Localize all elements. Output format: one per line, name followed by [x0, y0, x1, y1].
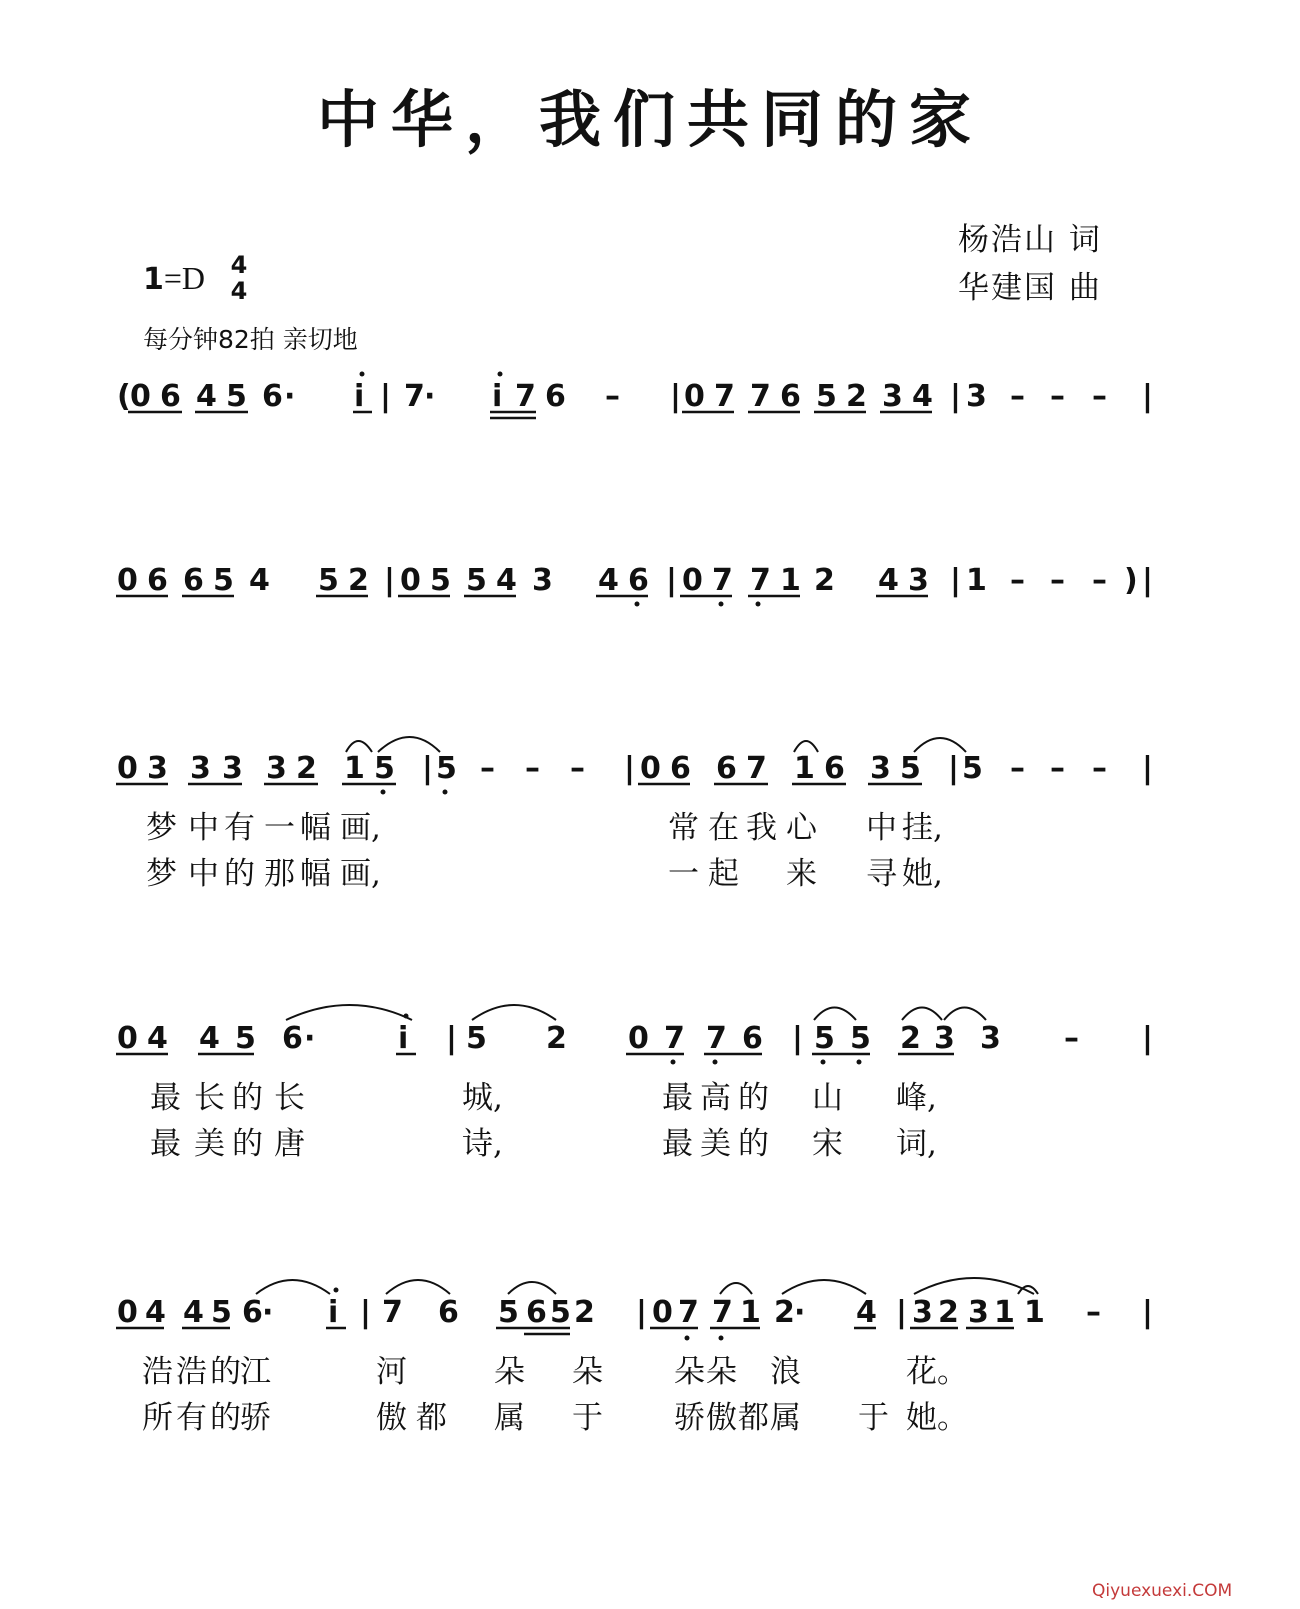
time-signature-denominator: 4: [230, 277, 248, 305]
note: 7: [750, 563, 771, 598]
underlines: [128, 412, 932, 418]
note: 6: [670, 751, 691, 786]
dash: –: [480, 751, 495, 786]
lyric: 的: [210, 1400, 241, 1436]
augmentation-dot: ·: [304, 1021, 316, 1056]
low-octave-dots: [635, 602, 761, 607]
lyric: 骄: [674, 1400, 705, 1436]
note: 6: [282, 1021, 303, 1056]
dash: –: [605, 379, 620, 414]
barline: |: [670, 379, 681, 414]
lyric: 长: [274, 1080, 305, 1116]
dash: –: [1064, 1021, 1079, 1056]
note: 7: [714, 379, 735, 414]
lyric: 浪: [770, 1354, 801, 1390]
dash: –: [1010, 751, 1025, 786]
staff-row-3: [116, 737, 1153, 892]
note: 6: [526, 1295, 547, 1330]
lyric: 词,: [896, 1126, 937, 1162]
lyric: 的: [232, 1126, 263, 1162]
high-octave-dot: [498, 372, 503, 377]
note: 6: [545, 379, 566, 414]
note: 7: [750, 379, 771, 414]
dash: –: [1050, 563, 1065, 598]
lyric: 美: [194, 1126, 225, 1162]
note: 5: [900, 751, 921, 786]
lyric: 最: [150, 1126, 181, 1162]
barline: |: [384, 563, 395, 598]
lyric: 属: [770, 1400, 801, 1436]
note: 2: [900, 1021, 921, 1056]
note: 1: [1024, 1295, 1045, 1330]
dash: –: [525, 751, 540, 786]
note: 1: [780, 563, 801, 598]
lyric: 画,: [340, 810, 381, 846]
note: 4: [912, 379, 933, 414]
lyric: 的: [210, 1354, 241, 1390]
staff-row-1: [117, 372, 1153, 419]
note: 3: [968, 1295, 989, 1330]
barline: |: [666, 563, 677, 598]
barline: |: [636, 1295, 647, 1330]
note: 0: [628, 1021, 649, 1056]
note: i: [328, 1295, 339, 1330]
lyric: 来: [786, 856, 817, 892]
lyric: 朵: [572, 1354, 603, 1390]
note: 1: [966, 563, 987, 598]
note: 0: [640, 751, 661, 786]
note: 3: [882, 379, 903, 414]
barline: |: [1142, 1021, 1153, 1056]
note: 3: [147, 751, 168, 786]
lyric: 诗,: [462, 1126, 503, 1162]
lyric: 的: [738, 1126, 769, 1162]
dash: –: [570, 751, 585, 786]
lyric: 属: [494, 1400, 525, 1436]
note: 1: [344, 751, 365, 786]
augmentation-dot: ·: [424, 379, 436, 414]
dash: –: [1050, 751, 1065, 786]
high-octave-dot: [334, 1288, 339, 1293]
dash: –: [1050, 379, 1065, 414]
note: 5: [430, 563, 451, 598]
note: 0: [400, 563, 421, 598]
note: 4: [183, 1295, 204, 1330]
note: 5: [436, 751, 457, 786]
note: 7: [746, 751, 767, 786]
note: 5: [235, 1021, 256, 1056]
lyric: 幅: [300, 810, 331, 846]
lyric: 美: [700, 1126, 731, 1162]
note: 2: [846, 379, 867, 414]
lyric: 都: [738, 1400, 769, 1436]
staff-row-4: [116, 1005, 1153, 1162]
note: 6: [262, 379, 283, 414]
lyric: 梦: [146, 810, 177, 846]
lyric: 都: [416, 1400, 447, 1436]
lyric: 浩: [176, 1354, 207, 1390]
note: 4: [856, 1295, 877, 1330]
key-name: =D: [163, 260, 206, 296]
note: 6: [438, 1295, 459, 1330]
lyric: 的: [232, 1080, 263, 1116]
note: 0: [117, 1021, 138, 1056]
barline: |: [446, 1021, 457, 1056]
note: (: [117, 379, 131, 414]
note: 4: [878, 563, 899, 598]
barline: |: [950, 379, 961, 414]
slurs: [346, 737, 966, 752]
closing-paren: ): [1124, 563, 1138, 598]
note: 3: [912, 1295, 933, 1330]
note: 0: [117, 751, 138, 786]
note: 0: [117, 1295, 138, 1330]
lyricist-credit: 杨浩山 词: [958, 222, 1102, 258]
dash: –: [1086, 1295, 1101, 1330]
note: 5: [211, 1295, 232, 1330]
lyric: 她,: [902, 856, 943, 892]
note: 3: [966, 379, 987, 414]
note: 4: [145, 1295, 166, 1330]
lyric: 朵: [674, 1354, 705, 1390]
lyric: 寻: [866, 856, 897, 892]
barline: |: [1142, 379, 1153, 414]
lyric: 傲: [706, 1400, 737, 1436]
note: 7: [678, 1295, 699, 1330]
lyric: 挂,: [902, 810, 943, 846]
note: 3: [980, 1021, 1001, 1056]
lyric: 长: [194, 1080, 225, 1116]
lyric: 于: [572, 1400, 603, 1436]
note: 6: [824, 751, 845, 786]
note: 3: [870, 751, 891, 786]
note: 4: [196, 379, 217, 414]
note: 4: [598, 563, 619, 598]
lyric: 唐: [274, 1126, 305, 1162]
note: 3: [532, 563, 553, 598]
note: 0: [682, 563, 703, 598]
note: 3: [934, 1021, 955, 1056]
lyric: 最: [662, 1080, 693, 1116]
note: 0: [684, 379, 705, 414]
note: 6: [628, 563, 649, 598]
lyric: 朵: [494, 1354, 525, 1390]
lyric: 傲: [376, 1400, 407, 1436]
barline: |: [896, 1295, 907, 1330]
key-tonic: 1: [143, 262, 164, 297]
barline: |: [950, 563, 961, 598]
note: 7: [515, 379, 536, 414]
watermark: Qiyuexuexi.COM: [1092, 1581, 1233, 1601]
song-title: 中华，我们共同的家: [316, 83, 983, 156]
note: 4: [249, 563, 270, 598]
note: 2: [296, 751, 317, 786]
lyric: 江: [240, 1354, 271, 1390]
lyric: 中: [188, 856, 219, 892]
lyric: 骄: [240, 1400, 271, 1436]
note: 5: [550, 1295, 571, 1330]
note: 7: [706, 1021, 727, 1056]
lyric: 那: [264, 856, 295, 892]
note: 2: [814, 563, 835, 598]
note: 5: [816, 379, 837, 414]
lyric: 山: [812, 1080, 843, 1116]
note: 5: [962, 751, 983, 786]
lyric: 中: [866, 810, 897, 846]
note: 5: [466, 563, 487, 598]
note: 2: [546, 1021, 567, 1056]
lyric: 起: [708, 856, 739, 892]
lyric: 花。: [906, 1354, 968, 1390]
note: 4: [147, 1021, 168, 1056]
slurs: [286, 1005, 986, 1020]
note: 0: [652, 1295, 673, 1330]
note: i: [354, 379, 365, 414]
note: 5: [814, 1021, 835, 1056]
note: 0: [130, 379, 151, 414]
lyric: 画,: [340, 856, 381, 892]
note: 1: [740, 1295, 761, 1330]
note: 5: [498, 1295, 519, 1330]
note: 6: [183, 563, 204, 598]
lyric: 河: [376, 1354, 407, 1390]
lyric: 宋: [812, 1126, 843, 1162]
note: 5: [374, 751, 395, 786]
note: 5: [226, 379, 247, 414]
augmentation-dot: ·: [284, 379, 296, 414]
note: 2: [938, 1295, 959, 1330]
dash: –: [1010, 379, 1025, 414]
dash: –: [1092, 751, 1107, 786]
note: 5: [318, 563, 339, 598]
note: 2: [774, 1295, 795, 1330]
note: 5: [213, 563, 234, 598]
lyric: 高: [700, 1080, 731, 1116]
barline: |: [792, 1021, 803, 1056]
lyric: 心: [786, 810, 817, 846]
note: 3: [190, 751, 211, 786]
staff-row-2: [116, 563, 1153, 607]
low-octave-dots: [685, 1336, 724, 1341]
lyric: 的: [224, 856, 255, 892]
lyric: 在: [708, 810, 739, 846]
note: 6: [160, 379, 181, 414]
tempo-marking: 每分钟82拍 亲切地: [143, 325, 358, 354]
note: 1: [994, 1295, 1015, 1330]
note: 6: [716, 751, 737, 786]
lyric: 中: [188, 810, 219, 846]
lyric: 浩: [142, 1354, 173, 1390]
barline: |: [360, 1295, 371, 1330]
note: 7: [382, 1295, 403, 1330]
lyric: 峰,: [896, 1080, 937, 1116]
dash: –: [1092, 563, 1107, 598]
note: 5: [850, 1021, 871, 1056]
note: 6: [780, 379, 801, 414]
note: 3: [222, 751, 243, 786]
barline: |: [1142, 563, 1153, 598]
composer-credit: 华建国 曲: [958, 270, 1102, 306]
dash: –: [1010, 563, 1025, 598]
barline: |: [624, 751, 635, 786]
lyric: 最: [150, 1080, 181, 1116]
staff-row-5: [116, 1278, 1153, 1436]
slurs: [256, 1278, 1038, 1294]
note: 2: [574, 1295, 595, 1330]
augmentation-dot: ·: [794, 1295, 806, 1330]
barline: |: [380, 379, 391, 414]
barline: |: [1142, 1295, 1153, 1330]
augmentation-dot: ·: [262, 1295, 274, 1330]
note: 3: [908, 563, 929, 598]
lyric: 的: [738, 1080, 769, 1116]
note: 2: [348, 563, 369, 598]
lyric: 最: [662, 1126, 693, 1162]
low-octave-dots: [671, 1060, 862, 1065]
barline: |: [422, 751, 433, 786]
time-signature-numerator: 4: [230, 251, 248, 279]
note: 7: [712, 1295, 733, 1330]
lyric: 于: [858, 1400, 889, 1436]
high-octave-dot: [360, 372, 365, 377]
barline: |: [1142, 751, 1153, 786]
note: i: [492, 379, 503, 414]
barline: |: [948, 751, 959, 786]
note: 5: [466, 1021, 487, 1056]
note: 4: [496, 563, 517, 598]
note: 1: [794, 751, 815, 786]
lyric: 城,: [462, 1080, 503, 1116]
dash: –: [1092, 379, 1107, 414]
lyric: 一: [668, 856, 699, 892]
note: 3: [266, 751, 287, 786]
lyric: 朵: [706, 1354, 737, 1390]
lyric: 我: [746, 810, 777, 846]
lyric: 所: [142, 1400, 173, 1436]
note: 6: [742, 1021, 763, 1056]
note: 0: [117, 563, 138, 598]
note: 6: [242, 1295, 263, 1330]
note: 7: [404, 379, 425, 414]
lyric: 常: [668, 810, 699, 846]
lyric: 梦: [146, 856, 177, 892]
note: 6: [147, 563, 168, 598]
lyric: 她。: [906, 1400, 968, 1436]
lyric: 幅: [300, 856, 331, 892]
lyric: 有: [176, 1400, 207, 1436]
note: 7: [712, 563, 733, 598]
note: 4: [199, 1021, 220, 1056]
lyric: 一: [264, 810, 295, 846]
note: 7: [664, 1021, 685, 1056]
lyric: 有: [224, 810, 255, 846]
note: i: [398, 1021, 409, 1056]
low-octave-dots: [381, 790, 448, 795]
